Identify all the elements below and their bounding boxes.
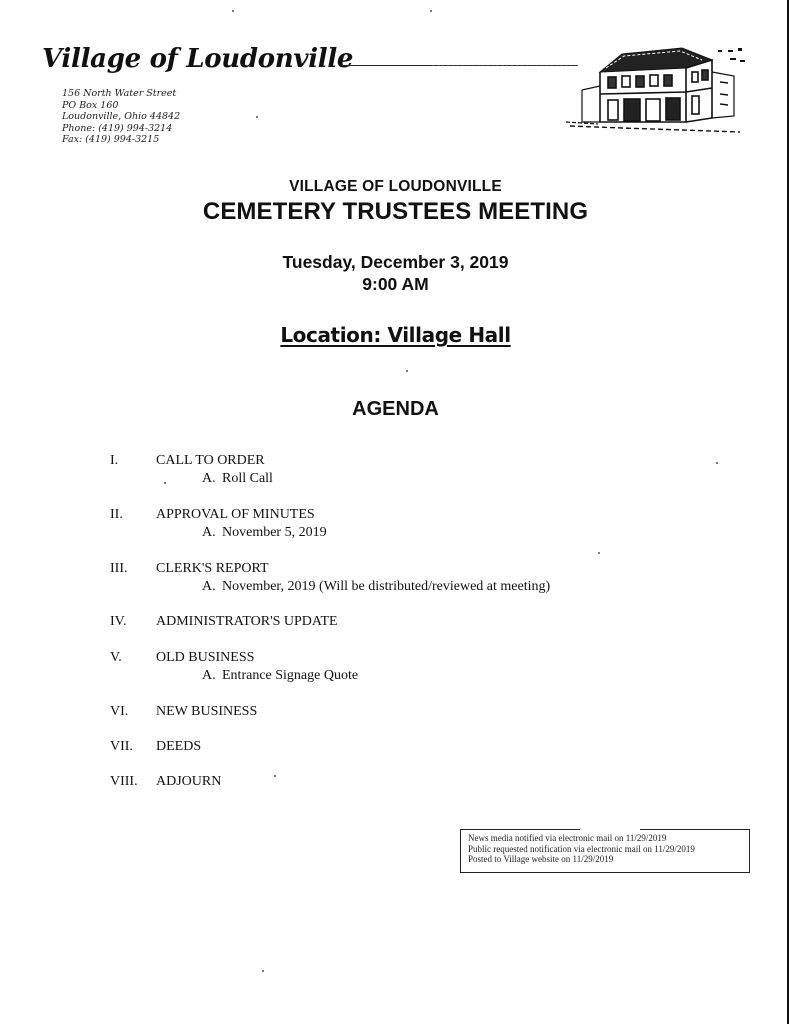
notice-website-posting: Posted to Village website on 11/29/2019 xyxy=(468,854,614,864)
scan-speck xyxy=(274,775,276,777)
scan-speck xyxy=(716,462,718,464)
scan-speck xyxy=(232,10,234,12)
agenda-item-number: II. xyxy=(110,507,123,522)
address-fax: Fax: (419) 994-3215 xyxy=(62,134,160,146)
village-brand-name: Village of Loudonville xyxy=(42,44,354,74)
scan-speck xyxy=(256,116,258,118)
scan-speck xyxy=(406,370,408,372)
address-street: 156 North Water Street xyxy=(62,88,177,99)
agenda-item-label: OLD BUSINESS xyxy=(156,650,255,665)
address-po-box: PO Box 160 xyxy=(62,99,119,111)
agenda-item-number: I. xyxy=(110,453,119,468)
scan-speck xyxy=(262,970,264,972)
agenda-subitem-letter: A. xyxy=(202,579,216,594)
agenda-subitem-text: Roll Call xyxy=(222,471,273,486)
agenda-item-label: ADJOURN xyxy=(156,774,222,789)
posting-notice-box xyxy=(460,829,750,873)
scan-edge-line xyxy=(787,0,789,1024)
agenda-item-label: DEEDS xyxy=(156,739,202,754)
agenda-item-number: III. xyxy=(110,561,128,576)
agenda-item-label: APPROVAL OF MINUTES xyxy=(156,507,315,522)
agenda-item-label: CALL TO ORDER xyxy=(156,453,265,468)
meeting-location: Location: Village Hall xyxy=(280,323,511,347)
scan-speck xyxy=(430,10,432,12)
agenda-heading: AGENDA xyxy=(352,398,439,420)
notice-news-media: News media notified via electronic mail on 11/29/2019 xyxy=(468,833,667,843)
organization-name: VILLAGE OF LOUDONVILLE xyxy=(289,178,502,195)
agenda-subitem-letter: A. xyxy=(202,471,216,486)
agenda-item-number: V. xyxy=(110,650,122,665)
address-phone: Phone: (419) 994-3214 xyxy=(62,122,173,134)
scan-speck xyxy=(164,482,166,484)
meeting-date: Tuesday, December 3, 2019 xyxy=(282,252,509,272)
agenda-subitem-letter: A. xyxy=(202,525,216,540)
letterhead-rule-dotted xyxy=(432,65,578,66)
notice-public-requested: Public requested notification via electronic mail on 11/29/2019 xyxy=(468,843,695,854)
agenda-subitem-text: November 5, 2019 xyxy=(222,525,327,540)
agenda-item-number: VIII. xyxy=(110,774,138,789)
agenda-item-label: CLERK'S REPORT xyxy=(156,561,269,576)
agenda-item-label: ADMINISTRATOR'S UPDATE xyxy=(156,614,338,629)
village-hall-building-icon xyxy=(562,42,748,136)
meeting-time: 9:00 AM xyxy=(362,274,429,294)
agenda-item-number: IV. xyxy=(110,614,127,629)
agenda-item-label: NEW BUSINESS xyxy=(156,704,258,719)
agenda-item-number: VI. xyxy=(110,704,129,719)
address-city: Loudonville, Ohio 44842 xyxy=(62,111,181,123)
agenda-subitem-text: Entrance Signage Quote xyxy=(222,668,359,683)
meeting-title: CEMETERY TRUSTEES MEETING xyxy=(202,198,589,225)
agenda-subitem-text: November, 2019 (Will be distributed/reviewed at meeting) xyxy=(222,579,551,594)
agenda-subitem-letter: A. xyxy=(202,668,216,683)
agenda-item-number: VII. xyxy=(110,739,133,754)
scan-speck xyxy=(598,552,600,554)
address-block xyxy=(62,88,180,146)
